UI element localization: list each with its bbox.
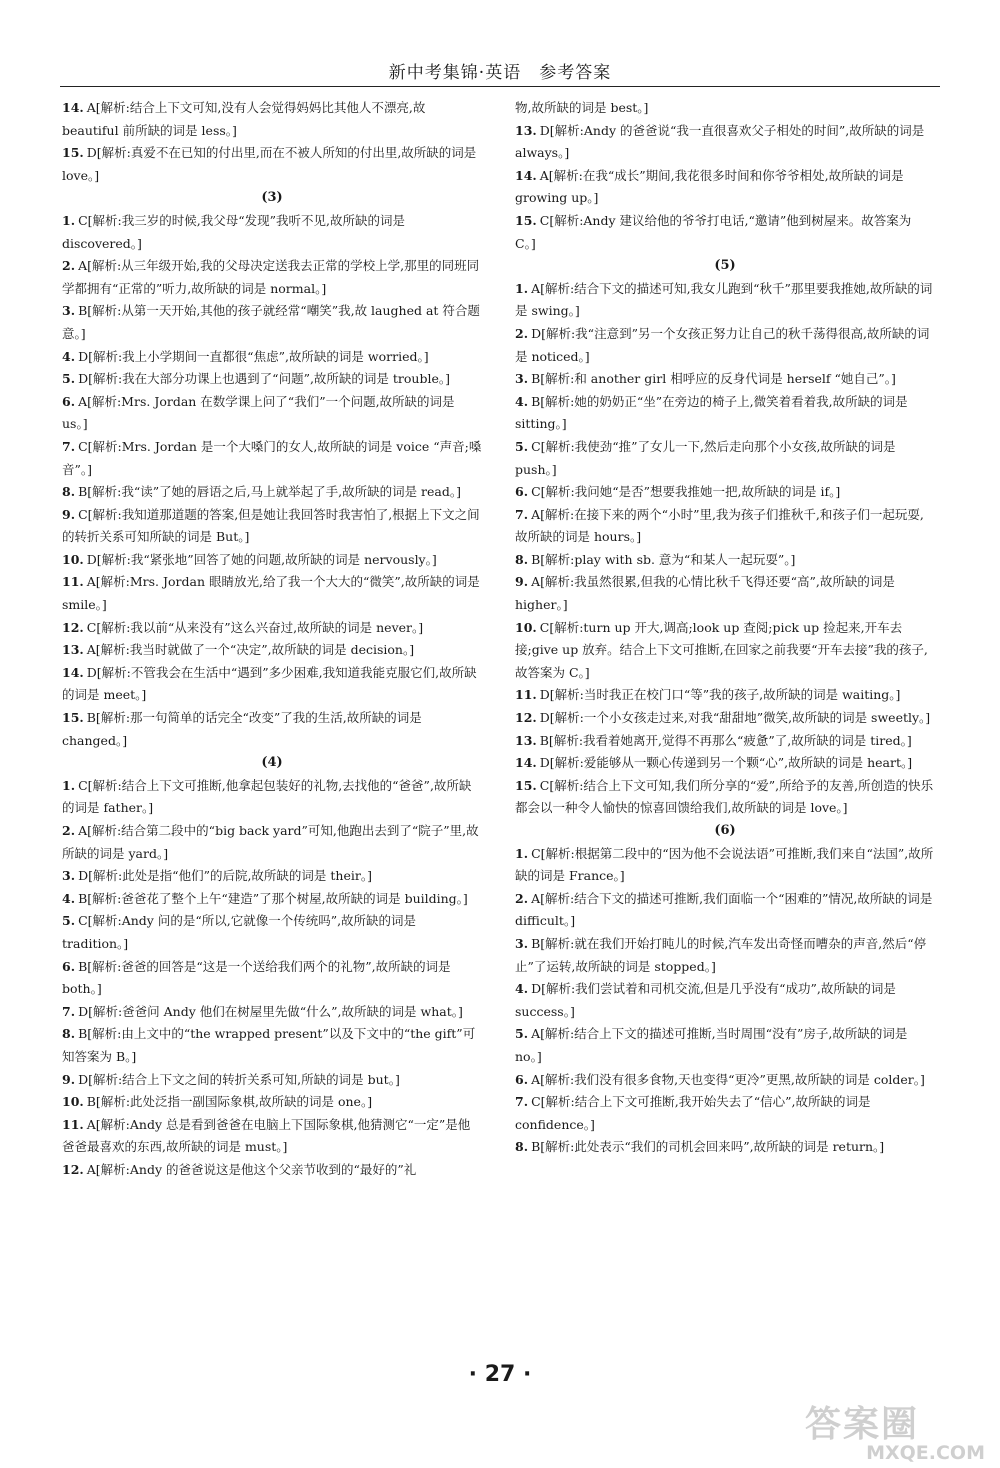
answer-item (62, 1023, 482, 1068)
answer-text: C[解析:Mrs. Jordan 是一个大嗓门的女人,故所缺的词是 voice “声音;嗓音”。] (62, 438, 482, 477)
answer-item (515, 684, 935, 707)
answer-number: 13. (515, 122, 537, 138)
answer-number: 8. (62, 484, 76, 500)
answer-text: C[解析:我知道那道题的答案,但是她让我回答时我害怕了,根据上下文之间的转折关系可知所缺的词是 But。] (62, 506, 480, 545)
answer-number: 5. (515, 1026, 529, 1042)
answer-item (515, 1091, 935, 1136)
answer-item (515, 120, 935, 165)
answer-number: 6. (62, 393, 76, 409)
answer-text: B[解析:和 another girl 相呼应的反身代词是 herself “她自己”。] (531, 371, 896, 387)
answer-number: 7. (62, 438, 76, 454)
answer-number: 3. (515, 935, 529, 951)
answer-text: D[解析:真爱不在已知的付出里,而在不被人所知的付出里,故所缺的词是 love。] (62, 145, 477, 183)
section-heading: (4) (261, 755, 283, 771)
answer-item (515, 210, 935, 255)
answer-number: 7. (62, 1003, 76, 1019)
answer-number: 5. (515, 438, 529, 454)
answer-item (62, 549, 482, 572)
answer-item (515, 775, 935, 820)
answer-number: 15. (62, 145, 84, 161)
answer-text: D[解析:我们尝试着和司机交流,但是几乎没有“成功”,故所缺的词是 success。] (515, 981, 896, 1019)
answer-text: D[解析:此处是指“他们”的后院,故所缺的词是 their。] (78, 868, 372, 884)
answer-number: 9. (62, 1071, 76, 1087)
answer-text: A[解析:Andy 总是看到爸爸在电脑上下国际象棋,他猜测它“一定”是他爸爸最喜欢的东西,故所缺的词是 must。] (62, 1116, 471, 1155)
answer-number: 1. (62, 777, 76, 793)
answer-number: 7. (515, 1094, 529, 1110)
answer-number: 15. (515, 777, 537, 793)
answer-text: A[解析:结合下文的描述可推断,我们面临一个“困难的”情况,故所缺的词是 difficult。] (515, 890, 933, 929)
answer-text: A[解析:在我“成长”期间,我花很多时间和你爷爷相处,故所缺的词是 growing up。] (515, 167, 904, 206)
answer-item (62, 142, 482, 187)
answer-number: 4. (515, 393, 529, 409)
answer-number: 5. (62, 371, 76, 387)
answer-item (62, 1069, 482, 1092)
answer-item (62, 820, 482, 865)
answer-item (62, 775, 482, 820)
answer-text: B[解析:此处泛指一副国际象棋,故所缺的词是 one。] (86, 1094, 373, 1110)
answer-number: 9. (62, 506, 76, 522)
answer-number: 15. (515, 212, 537, 228)
answer-item (515, 571, 935, 616)
answer-number: 10. (62, 551, 84, 567)
answer-text: D[解析:爱能够从一颗心传递到另一个颗“心”,故所缺的词是 heart。] (539, 755, 913, 771)
answer-text: C[解析:根据第二段中的“因为他不会说法语”可推断,我们来自“法国”,故所缺的词是 France。] (515, 845, 934, 884)
answer-number: 6. (515, 484, 529, 500)
answer-number: 3. (62, 868, 76, 884)
answer-text: C[解析:我问她“是否”想要我推她一把,故所缺的词是 if。] (531, 484, 841, 500)
answer-number: 5. (62, 913, 76, 929)
answer-item (515, 707, 935, 730)
answer-number: 14. (515, 167, 537, 183)
answer-item (515, 1136, 935, 1159)
answer-text: B[解析:她的奶奶正“坐”在旁边的椅子上,微笑着看着我,故所缺的词是 sitting。] (515, 393, 908, 432)
answer-item (515, 1069, 935, 1092)
answer-item (515, 391, 935, 436)
answer-item (62, 1114, 482, 1159)
answer-item (62, 504, 482, 549)
answer-number: 4. (62, 348, 76, 364)
answer-text: B[解析:那一句简单的话完全“改变”了我的生活,故所缺的词是 changed。] (62, 710, 422, 748)
answer-text: B[解析:我看着她离开,觉得不再那么“疲惫”了,故所缺的词是 tired。] (539, 732, 912, 748)
answer-text: A[解析:结合下文的描述可知,我女儿跑到“秋千”那里要我推她,故所缺的词是 swing。] (515, 280, 933, 319)
answer-number: 11. (62, 1116, 84, 1132)
header-rule (60, 86, 940, 87)
answer-item (515, 1023, 935, 1068)
watermark-url: MXQE.COM (866, 1442, 985, 1464)
answer-item (62, 1159, 482, 1182)
watermark-logo (805, 1406, 985, 1462)
answer-number: 12. (62, 619, 84, 635)
answer-item (515, 888, 935, 933)
answer-item (515, 978, 935, 1023)
answer-item (62, 865, 482, 888)
answer-text: C[解析:结合上下文可推断,他拿起包装好的礼物,去找他的“爸爸”,故所缺的词是 father。] (62, 777, 472, 816)
answer-item (62, 300, 482, 345)
answer-number: 9. (515, 574, 529, 590)
answer-item (62, 255, 482, 300)
answer-text: D[解析:结合上下文之间的转折关系可知,所缺的词是 but。] (78, 1071, 400, 1087)
answer-text: A[解析:结合第二段中的“big back yard”可知,他跑出去到了“院子”里,故所缺的词是 yard。] (62, 823, 479, 861)
answer-item (62, 346, 482, 369)
answer-text: B[解析:从第一天开始,其他的孩子就经常“嘲笑”我,故 laughed at 符合题意。] (62, 303, 480, 341)
answer-item (62, 662, 482, 707)
answer-number: 7. (515, 506, 529, 522)
answer-text: A[解析:从三年级开始,我的父母决定送我去正常的学校上学,那里的同班同学都拥有“正常的”听力,故所缺的词是 normal。] (62, 258, 480, 296)
answer-item (515, 730, 935, 753)
answer-item (62, 910, 482, 955)
answer-number: 1. (62, 212, 76, 228)
answer-text: C[解析:我三岁的时候,我父母“发现”我听不见,故所缺的词是 discovered。] (62, 212, 405, 251)
answer-number: 11. (515, 687, 537, 703)
answer-text: A[解析:结合上下文的描述可推断,当时周围“没有”房子,故所缺的词是 no。] (515, 1026, 908, 1064)
answer-text: B[解析:爸爸花了整个上午“建造”了那个树屋,故所缺的词是 building。] (78, 890, 468, 906)
answer-number: 14. (62, 664, 84, 680)
answer-number: 1. (515, 845, 529, 861)
answer-item (515, 368, 935, 391)
answer-text: D[解析:我“注意到”另一个女孩正努力让自己的秋千荡得很高,故所缺的词是 noticed。] (515, 325, 930, 364)
page-number: · 27 · (468, 1362, 532, 1387)
answer-text: D[解析:我在大部分功课上也遇到了“问题”,故所缺的词是 trouble。] (78, 371, 450, 387)
answer-number: 3. (515, 371, 529, 387)
answer-item (62, 391, 482, 436)
answer-text: C[解析:结合上下文可推断,我开始失去了“信心”,故所缺的词是 confidence。] (515, 1094, 871, 1132)
answer-text: A[解析:Andy 的爸爸说这是他这个父亲节收到的“最好的”礼 (86, 1161, 417, 1177)
answer-text: B[解析:爸爸的回答是“这是一个送给我们两个的礼物”,故所缺的词是 both。] (62, 958, 451, 997)
answer-item (515, 481, 935, 504)
answer-text: C[解析:我以前“从来没有”这么兴奋过,故所缺的词是 never。] (86, 619, 424, 635)
answer-number: 14. (62, 100, 84, 115)
watermark-logo-text: 答案圈 (805, 1404, 920, 1445)
answer-item (62, 888, 482, 911)
right-column (515, 97, 935, 1159)
answer-number: 15. (62, 710, 84, 726)
answer-item (62, 707, 482, 752)
answer-item (515, 617, 935, 685)
answer-text: C[解析:turn up 开大,调高;look up 查阅;pick up 捡起来,开车去接;give up 放弃。结合上下文可推断,在回家之前我要“开车去接”我的孩子,故答案为 C。] (515, 619, 928, 680)
answer-text: D[解析:Andy 的爸爸说“我一直很喜欢父子相处的时间”,故所缺的词是 always。] (515, 122, 925, 161)
answer-number: 13. (515, 732, 537, 748)
answer-number: 1. (515, 280, 529, 296)
answer-text: D[解析:爸爸问 Andy 他们在树屋里先做“什么”,故所缺的词是 what。] (78, 1003, 463, 1019)
answer-number: 8. (515, 1139, 529, 1155)
answer-text: A[解析:我当时就做了一个“决定”,故所缺的词是 decision。] (86, 642, 415, 658)
section-heading: (3) (261, 190, 283, 206)
answer-text: D[解析:不管我会在生活中“遇到”多少困难,我知道我能克服它们,故所缺的词是 meet。] (62, 664, 477, 703)
answer-text: C[解析:我使劲“推”了女儿一下,然后走向那个小女孩,故所缺的词是 push。] (515, 438, 896, 477)
answer-item (62, 368, 482, 391)
answer-item (515, 436, 935, 481)
answer-number: 13. (62, 642, 84, 658)
answer-number: 10. (62, 1094, 84, 1110)
answer-number: 12. (62, 1161, 84, 1177)
answer-number: 8. (515, 551, 529, 567)
answer-text: D[解析:我上小学期间一直都很“焦虑”,故所缺的词是 worried。] (78, 348, 429, 364)
answer-text: A[解析:我们没有很多食物,天也变得“更冷”更黑,故所缺的词是 colder。] (531, 1071, 925, 1087)
answer-number: 2. (515, 325, 529, 341)
answer-number: 8. (62, 1026, 76, 1042)
answer-number: 2. (62, 823, 76, 838)
answer-number: 11. (62, 574, 84, 590)
page-header: 新中考集锦·英语 参考答案 (388, 63, 612, 83)
answer-item (515, 97, 935, 120)
answer-item (62, 639, 482, 662)
answer-text: D[解析:我“紧张地”回答了她的问题,故所缺的词是 nervously。] (86, 551, 437, 567)
answer-number: 6. (62, 958, 76, 974)
section-heading: (5) (714, 258, 736, 274)
answer-text: A[解析:Mrs. Jordan 眼睛放光,给了我一个大大的“微笑”,故所缺的词是 smile。] (62, 574, 480, 613)
answer-text: B[解析:由上文中的“the wrapped present”以及下文中的“the gift”可知答案为 B。] (62, 1026, 476, 1064)
answer-number: 3. (62, 303, 76, 319)
answer-text: 物,故所缺的词是 best。] (515, 100, 649, 115)
answer-text: C[解析:结合上下文可知,我们所分享的“爱”,所给予的友善,所创造的快乐都会以一种令人愉快的惊喜回馈给我们,故所缺的词是 love。] (515, 777, 934, 816)
answer-number: 2. (62, 258, 76, 274)
answer-text: B[解析:就在我们开始打盹儿的时候,汽车发出奇怪而嘈杂的声音,然后“停止”了运转,故所缺的词是 stopped。] (515, 935, 927, 974)
answer-number: 10. (515, 619, 537, 635)
answer-item (62, 481, 482, 504)
answer-item (62, 97, 482, 142)
answer-text: B[解析:我“读”了她的唇语之后,马上就举起了手,故所缺的词是 read。] (78, 484, 461, 500)
answer-text: C[解析:Andy 建议给他的爷爷打电话,“邀请”他到树屋来。故答案为 C。] (515, 212, 912, 251)
answer-text: A[解析:Mrs. Jordan 在数学课上问了“我们”一个问题,故所缺的词是 us。] (62, 393, 455, 432)
section-heading: (6) (714, 823, 736, 838)
answer-text: A[解析:结合上下文可知,没有人会觉得妈妈比其他人不漂亮,故 beautiful 前所缺的词是 less。] (62, 100, 426, 138)
answer-item (515, 752, 935, 775)
answer-text: A[解析:在接下来的两个“小时”里,我为孩子们推秋千,和孩子们一起玩耍,故所缺的词是 hours。] (515, 506, 924, 545)
answer-text: A[解析:我虽然很累,但我的心情比秋千飞得还要“高”,故所缺的词是 higher。] (515, 574, 895, 613)
answer-item (62, 956, 482, 1001)
answer-item (515, 843, 935, 888)
answer-text: B[解析:play with sb. 意为“和某人一起玩耍”。] (531, 551, 796, 567)
answer-item (515, 278, 935, 323)
answer-text: D[解析:一个小女孩走过来,对我“甜甜地”微笑,故所缺的词是 sweetly。] (539, 710, 931, 726)
answer-number: 4. (62, 890, 76, 906)
answer-number: 14. (515, 755, 537, 771)
answer-number: 4. (515, 981, 529, 997)
answer-item (515, 504, 935, 549)
answer-item (515, 323, 935, 368)
answer-item (62, 571, 482, 616)
answer-item (62, 617, 482, 640)
answer-item (62, 210, 482, 255)
answer-text: D[解析:当时我正在校门口“等”我的孩子,故所缺的词是 waiting。] (539, 687, 901, 703)
left-column (62, 97, 482, 1182)
answer-item (62, 1091, 482, 1114)
answer-number: 6. (515, 1071, 529, 1087)
answer-item (62, 1001, 482, 1024)
answer-text: C[解析:Andy 问的是“所以,它就像一个传统吗”,故所缺的词是 tradition。] (62, 913, 417, 951)
answer-item (515, 165, 935, 210)
answer-number: 12. (515, 710, 537, 726)
answer-item (515, 549, 935, 572)
answer-item (515, 933, 935, 978)
answer-text: B[解析:此处表示“我们的司机会回来吗”,故所缺的词是 return。] (531, 1139, 885, 1155)
answer-item (62, 436, 482, 481)
answer-number: 2. (515, 890, 529, 906)
